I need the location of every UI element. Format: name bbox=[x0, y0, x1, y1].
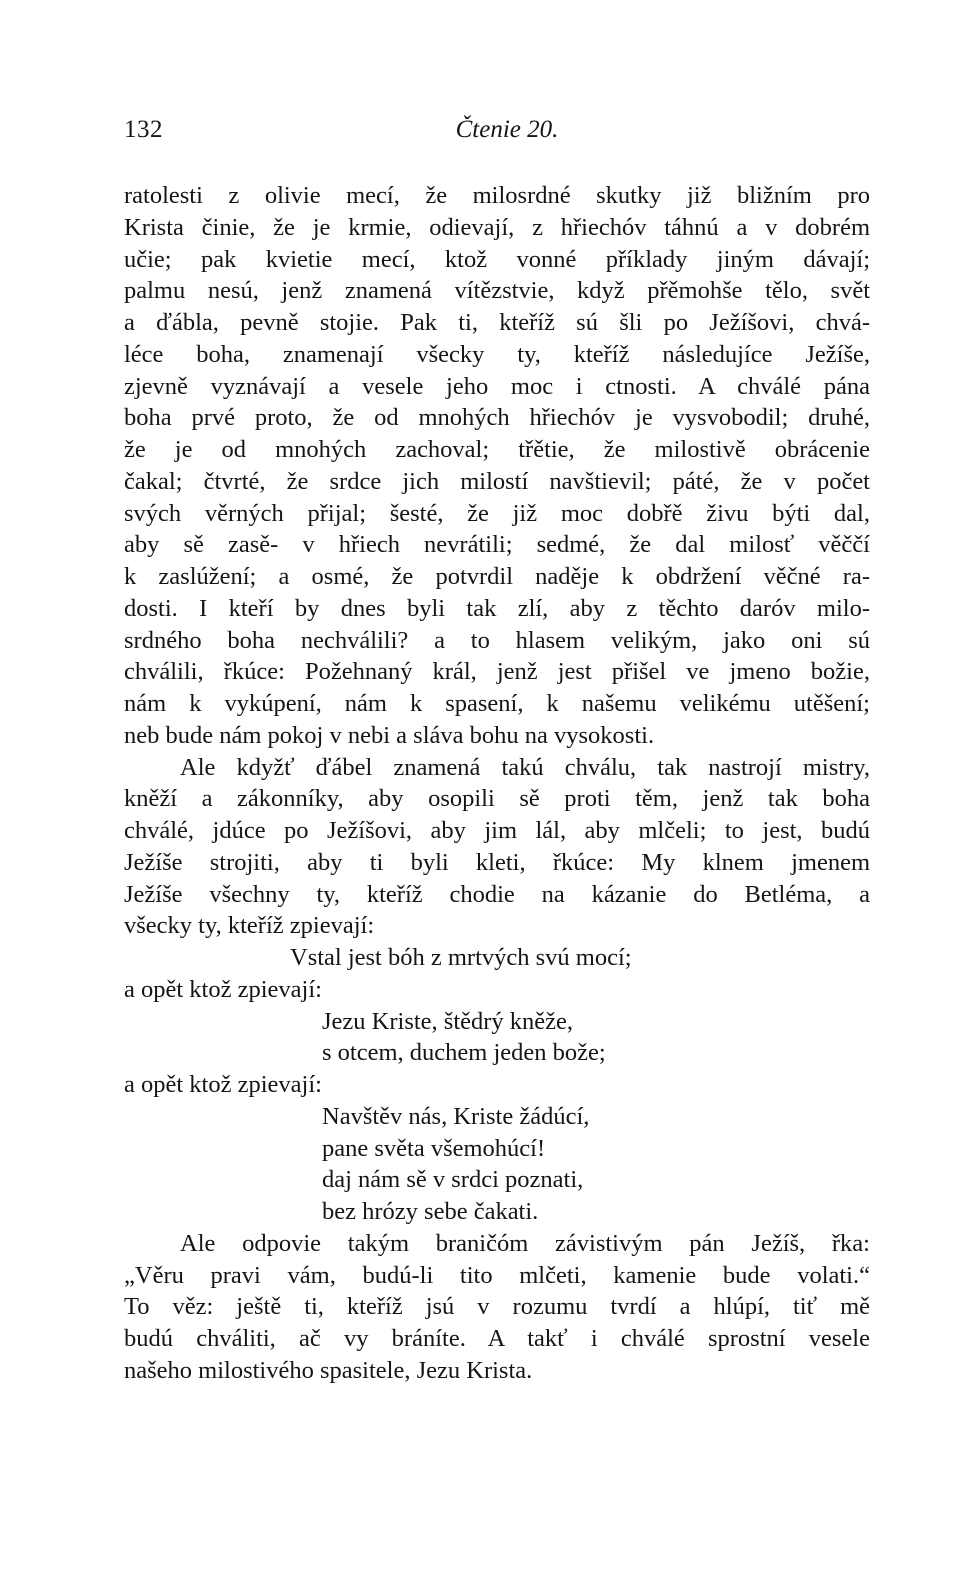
text-line: boha prvé proto, že od mnohých hřiechóv je vysvobodil; druhé, bbox=[124, 404, 870, 432]
text-line: čakal; čtvrté, že srdce jich milostí navštievil; páté, že v počet bbox=[124, 467, 870, 495]
text-line: chválili, řkúce: Požehnaný král, jenž jest přišel ve jmeno božie, bbox=[124, 658, 870, 686]
text-line: Krista činie, že je krmie, odievají, z hřiechóv táhnú a v dobrém bbox=[124, 213, 870, 241]
page-header bbox=[124, 116, 870, 156]
text-line: svých věrných přijal; šesté, že již moc dobřě živu býti dal, bbox=[124, 499, 870, 527]
text-line: aby sě zasě- v hřiech nevrátili; sedmé, že dal milosť věččí bbox=[124, 531, 870, 559]
verse-line: pane světa všemohúcí! bbox=[322, 1134, 546, 1162]
text-line: budú chváliti, ač vy bráníte. A takť i chválé sprostní vesele bbox=[124, 1325, 870, 1352]
text-line: chválé, jdúce po Ježíšovi, aby jim lál, aby mlčeli; to jest, budú bbox=[124, 817, 870, 844]
text-line: a opět ktož zpievají: bbox=[124, 1071, 322, 1098]
text-line: „Věru pravi vám, budú-li tito mlčeti, kamenie bude volati.“ bbox=[124, 1261, 870, 1289]
body-text bbox=[124, 180, 870, 1387]
text-line: a opět ktož zpievají: bbox=[124, 975, 322, 1003]
text-line: srdného boha nechválili? a to hlasem velikým, jako oni sú bbox=[124, 626, 870, 654]
verse-line: s otcem, duchem jeden bože; bbox=[322, 1039, 606, 1067]
text-line: Ale kdyžť ďábel znamená takú chválu, tak nastrojí mistry, bbox=[180, 753, 870, 781]
text-line: že je od mnohých zachoval; třětie, že milostivě obrácenie bbox=[124, 436, 870, 463]
verse-line: daj nám sě v srdci poznati, bbox=[322, 1166, 584, 1194]
text-line: a ďábla, pevně stojie. Pak ti, kteříž sú šli po Ježíšovi, chvá- bbox=[124, 309, 870, 336]
text-line: ratolesti z olivie mecí, že milosrdné skutky již bližním pro bbox=[124, 182, 870, 209]
text-line: všecky ty, kteříž zpievají: bbox=[124, 912, 375, 940]
page-number: 132 bbox=[124, 116, 163, 143]
text-line: našeho milostivého spasitele, Jezu Krista. bbox=[124, 1356, 533, 1384]
text-line: Ježíše všechny ty, kteříž chodie na kázanie do Betléma, a bbox=[124, 880, 870, 908]
text-line: neb bude nám pokoj v nebi a sláva bohu na vysokosti. bbox=[124, 721, 655, 749]
text-line: To věz: ještě ti, kteříž jsú v rozumu tvrdí a hlúpí, tiť mě bbox=[124, 1293, 870, 1321]
verse-line: Navštěv nás, Kriste žádúcí, bbox=[322, 1102, 590, 1130]
verse-line: Jezu Kriste, štědrý kněže, bbox=[322, 1007, 574, 1035]
text-line: Ale odpovie takým braničóm závistivým pán Ježíš, řka: bbox=[180, 1229, 870, 1257]
text-line: kněží a zákonníky, aby osopili sě proti těm, jenž tak boha bbox=[124, 785, 870, 813]
running-title: Čtenie 20. bbox=[455, 116, 559, 143]
text-line: dosti. I kteří by dnes byli tak zlí, aby z těchto daróv milo- bbox=[124, 594, 870, 622]
text-line: palmu nesú, jenž znamená vítězstvie, když přěmohše tělo, svět bbox=[124, 277, 870, 305]
text-line: zjevně vyznávají a vesele jeho moc i ctnosti. A chválé pána bbox=[124, 372, 870, 400]
text-line: k zaslúžení; a osmé, že potvrdil naděje k obdržení věčné ra- bbox=[124, 563, 870, 590]
text-line: Ježíše strojiti, aby ti byli kleti, řkúce: My klnem jmenem bbox=[124, 848, 870, 876]
text-line: nám k vykúpení, nám k spasení, k našemu velikému utěšení; bbox=[124, 690, 870, 717]
verse-line: Vstal jest bóh z mrtvých svú mocí; bbox=[290, 944, 632, 971]
text-line: učie; pak kvietie mecí, ktož vonné příklady jiným dávají; bbox=[124, 245, 870, 273]
verse-line: bez hrózy sebe čakati. bbox=[322, 1198, 539, 1225]
text-line: léce boha, znamenají všecky ty, kteříž následujíce Ježíše, bbox=[124, 340, 870, 368]
